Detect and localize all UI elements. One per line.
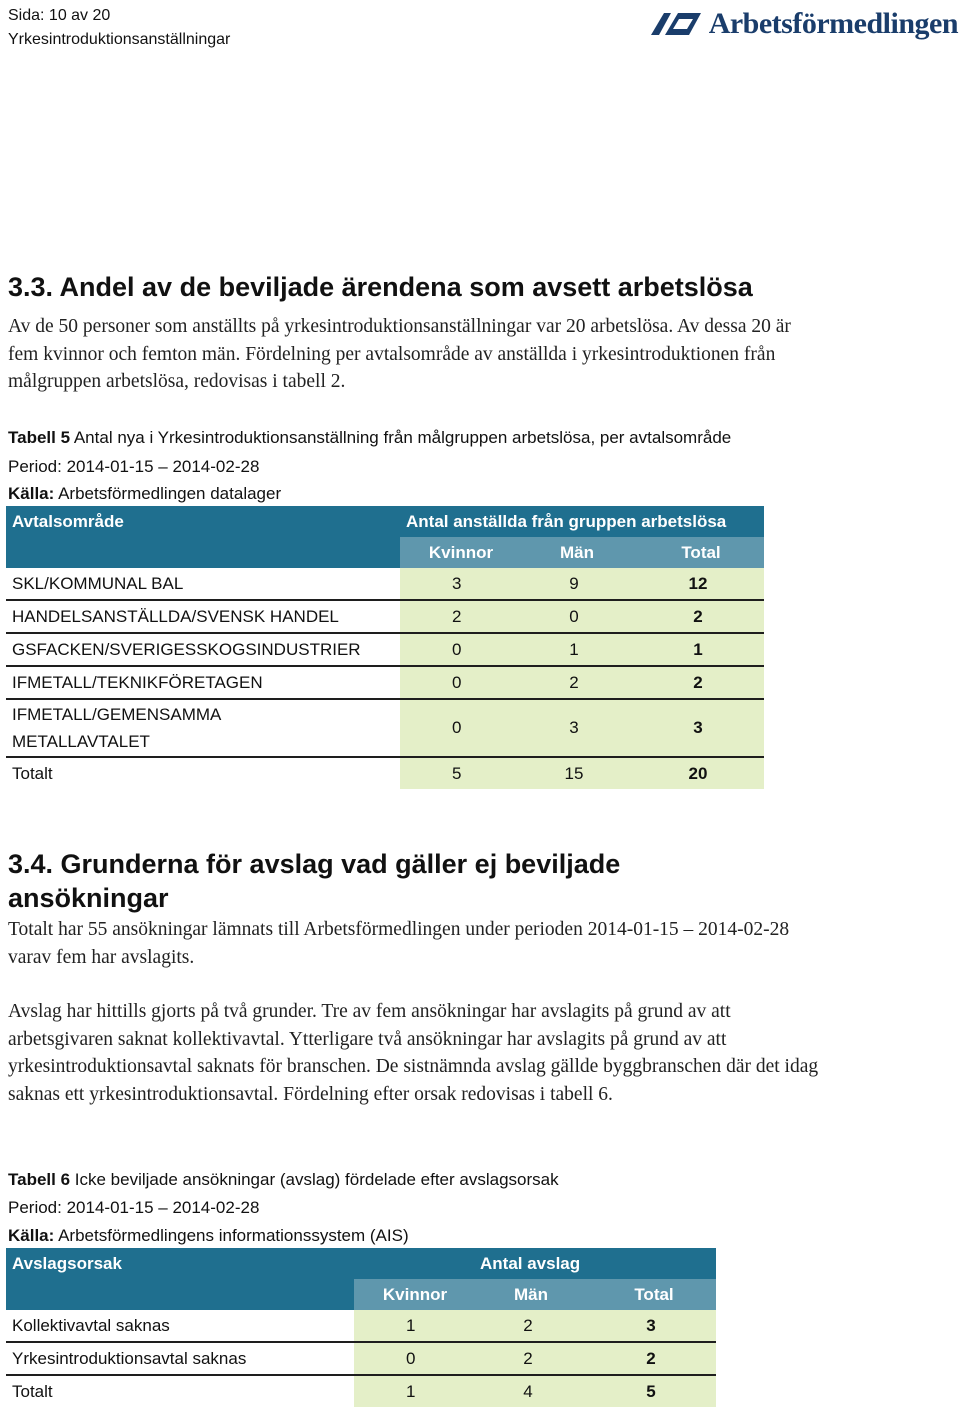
cell-man: 1 <box>516 633 632 666</box>
table-5-period: Period: 2014-01-15 – 2014-02-28 <box>8 457 260 476</box>
table-5-label: Tabell 5 <box>8 428 71 447</box>
table-5-source-label: Källa: <box>8 484 55 503</box>
cell-total: 3 <box>586 1310 716 1342</box>
cell-man: 0 <box>516 600 632 633</box>
table-row <box>6 1342 716 1375</box>
table-row <box>6 633 764 666</box>
table-6-header-row <box>6 1248 716 1279</box>
logo-text: Arbetsförmedlingen <box>708 7 958 40</box>
cell-man: 2 <box>516 666 632 699</box>
table-5-source <box>8 483 281 505</box>
section-heading-3-4-line1: 3.4. Grunderna för avslag vad gäller ej beviljade <box>8 849 621 879</box>
cell-man: 3 <box>516 699 632 757</box>
table-6-subheader-empty <box>6 1279 354 1310</box>
total-man: 4 <box>470 1375 586 1407</box>
row-label-line2: METALLAVTALET <box>12 732 150 751</box>
cell-kvinnor: 0 <box>354 1342 470 1375</box>
table-6-title: Icke beviljade ansökningar (avslag) fördelade efter avslagsorsak <box>74 1170 559 1189</box>
table-5-col-group: Antal anställda från gruppen arbetslösa <box>400 506 764 537</box>
table-total-row <box>6 1375 716 1407</box>
table-total-row <box>6 757 764 789</box>
document-title: Yrkesintroduktionsanställningar <box>8 31 231 48</box>
total-label: Totalt <box>12 1381 53 1401</box>
cell-total: 12 <box>632 568 764 600</box>
section-3-3-paragraph: Av de 50 personer som anställts på yrkesintroduktionsanställningar var 20 arbetslösa. Av dessa 20 är fem kvinnor och femton män. Fördelning per avtalsområde av anställda i yrkesintroduktionen från målgruppen arbetslösa, redovisas i tabell 2. <box>8 316 791 392</box>
table-6-source-text: Arbetsförmedlingens informationssystem (AIS) <box>58 1226 409 1245</box>
table-6-col-total: Total <box>586 1279 716 1310</box>
section-3-4-paragraph-2: Avslag har hittills gjorts på två grunder. Tre av fem ansökningar har avslagits på grund av att arbetsgivaren saknat kollektivavtal. Ytterligare två ansökningar har avslagits på grund av att yrkesintroduktionsavtal saknats för branschen. De sistnämnda avslag gällde byggbranschen där det idag saknas ett yrkesintroduktionsavtal. Fördelning efter orsak redovisas i tabell 6. <box>8 1001 819 1105</box>
cell-kvinnor: 3 <box>400 568 516 600</box>
cell-man: 2 <box>470 1342 586 1375</box>
logo <box>649 4 958 44</box>
table-row <box>6 1310 716 1342</box>
section-heading-3-4-line2: ansökningar <box>8 883 169 913</box>
table-6-subheader-row <box>6 1279 716 1310</box>
row-label-line1: IFMETALL/GEMENSAMMA <box>12 705 222 724</box>
section-heading-3-4 <box>8 847 620 915</box>
table-5-col-area: Avtalsområde <box>6 506 400 537</box>
table-5-subheader-row <box>6 537 764 568</box>
total-kvinnor: 5 <box>400 757 516 789</box>
table-6-col-reason: Avslagsorsak <box>6 1248 354 1279</box>
cell-man: 9 <box>516 568 632 600</box>
row-label: IFMETALL/TEKNIKFÖRETAGEN <box>6 666 400 699</box>
table-5-header-row <box>6 506 764 537</box>
table-5-title: Antal nya i Yrkesintroduktionsanställning från målgruppen arbetslösa, per avtalsområde <box>73 428 732 447</box>
row-label: Kollektivavtal saknas <box>6 1310 354 1342</box>
row-label <box>6 699 400 757</box>
page-number: Sida: 10 av 20 <box>8 7 111 24</box>
cell-kvinnor: 1 <box>354 1310 470 1342</box>
table-row <box>6 600 764 633</box>
cell-total: 3 <box>632 699 764 757</box>
total-kvinnor: 1 <box>354 1375 470 1407</box>
row-label: GSFACKEN/SVERIGESSKOGSINDUSTRIER <box>6 633 400 666</box>
total-label: Totalt <box>12 763 53 783</box>
section-3-4-paragraph-1: Totalt har 55 ansökningar lämnats till Arbetsförmedlingen under perioden 2014-01-15 – 2014-02-28 varav fem har avslagits. <box>8 919 790 968</box>
row-label: Yrkesintroduktionsavtal saknas <box>6 1342 354 1375</box>
table-5-col-kvinnor: Kvinnor <box>400 537 516 568</box>
cell-kvinnor: 0 <box>400 699 516 757</box>
table-5-source-text: Arbetsförmedlingen datalager <box>58 484 282 503</box>
cell-total: 1 <box>632 633 764 666</box>
table-6-col-kvinnor: Kvinnor <box>354 1279 470 1310</box>
page-header <box>8 4 230 52</box>
table-6 <box>6 1248 716 1407</box>
table-6-source <box>8 1225 409 1247</box>
row-label: HANDELSANSTÄLLDA/SVENSK HANDEL <box>6 600 400 633</box>
table-row <box>6 568 764 600</box>
table-5-subheader-empty <box>6 537 400 568</box>
table-6-label: Tabell 6 <box>8 1170 71 1189</box>
table-row <box>6 666 764 699</box>
table-5-col-man: Män <box>516 537 632 568</box>
total-total: 20 <box>632 757 764 789</box>
arbetsformedlingen-logo-icon <box>649 9 703 39</box>
row-label: SKL/KOMMUNAL BAL <box>6 568 400 600</box>
table-6-period: Period: 2014-01-15 – 2014-02-28 <box>8 1198 260 1217</box>
cell-kvinnor: 2 <box>400 600 516 633</box>
total-total: 5 <box>586 1375 716 1407</box>
table-6-col-man: Män <box>470 1279 586 1310</box>
cell-total: 2 <box>632 666 764 699</box>
table-6-col-group: Antal avslag <box>354 1248 716 1279</box>
section-heading-3-3: 3.3. Andel av de beviljade ärendena som avsett arbetslösa <box>8 272 753 302</box>
table-5 <box>6 506 764 789</box>
table-6-caption <box>8 1169 559 1191</box>
total-man: 15 <box>516 757 632 789</box>
cell-kvinnor: 0 <box>400 666 516 699</box>
cell-total: 2 <box>586 1342 716 1375</box>
table-5-col-total: Total <box>632 537 764 568</box>
cell-kvinnor: 0 <box>400 633 516 666</box>
cell-man: 2 <box>470 1310 586 1342</box>
table-row <box>6 699 764 757</box>
table-5-caption <box>8 427 731 449</box>
table-6-source-label: Källa: <box>8 1226 55 1245</box>
cell-total: 2 <box>632 600 764 633</box>
